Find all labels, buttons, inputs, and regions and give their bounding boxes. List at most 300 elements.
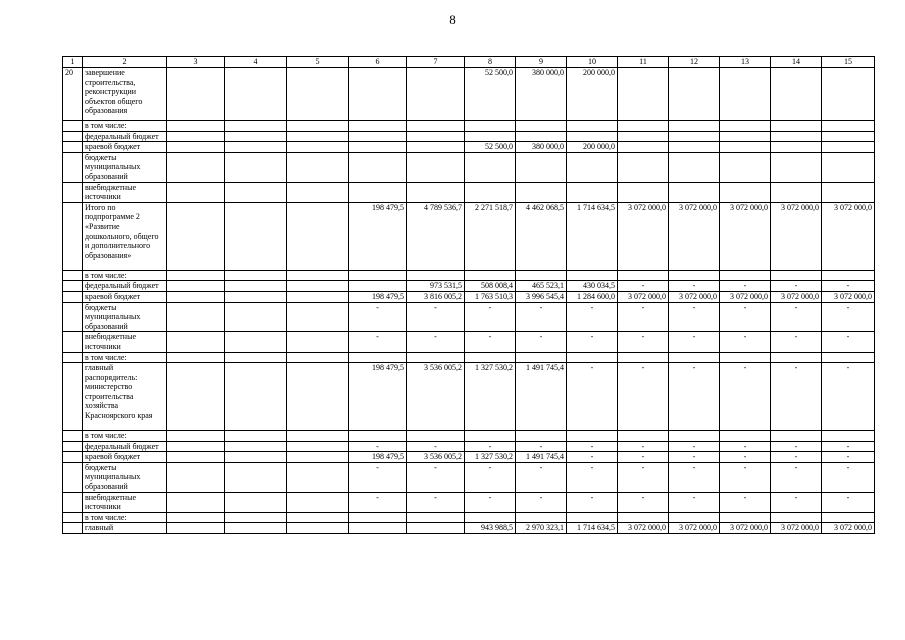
value-cell — [287, 452, 349, 463]
value-cell — [516, 431, 567, 442]
value-cell — [567, 131, 618, 142]
value-cell — [167, 492, 225, 512]
value-cell — [618, 131, 669, 142]
value-cell — [167, 431, 225, 442]
value-cell: - — [771, 281, 822, 292]
value-cell — [287, 281, 349, 292]
value-cell — [287, 182, 349, 202]
value-cell: 943 988,5 — [465, 523, 516, 534]
description-cell: внебюджетные источники — [83, 332, 167, 352]
value-cell — [167, 131, 225, 142]
value-cell: 1 491 745,4 — [516, 363, 567, 431]
value-cell — [771, 352, 822, 363]
value-cell — [287, 291, 349, 302]
value-cell: - — [618, 452, 669, 463]
value-cell: 1 327 530,2 — [465, 452, 516, 463]
value-cell — [669, 431, 720, 442]
value-cell — [287, 363, 349, 431]
value-cell — [618, 68, 669, 121]
row-number-cell — [63, 462, 83, 492]
value-cell: 3 072 000,0 — [618, 202, 669, 270]
value-cell — [287, 270, 349, 281]
table-row — [63, 68, 875, 121]
description-cell: бюджеты муниципальных образований — [83, 462, 167, 492]
value-cell — [618, 152, 669, 182]
value-cell: - — [567, 452, 618, 463]
value-cell — [822, 512, 875, 523]
table-row — [63, 152, 875, 182]
column-header: 11 — [618, 57, 669, 68]
value-cell: - — [822, 332, 875, 352]
value-cell — [669, 182, 720, 202]
value-cell: - — [349, 462, 407, 492]
value-cell — [225, 281, 287, 292]
value-cell: - — [771, 462, 822, 492]
value-cell — [287, 431, 349, 442]
value-cell — [407, 512, 465, 523]
value-cell: 198 479,5 — [349, 452, 407, 463]
value-cell: 3 996 545,4 — [516, 291, 567, 302]
value-cell: - — [669, 462, 720, 492]
value-cell — [167, 352, 225, 363]
value-cell: - — [567, 332, 618, 352]
table-row — [63, 512, 875, 523]
row-number-cell — [63, 441, 83, 452]
value-cell — [349, 431, 407, 442]
value-cell: - — [669, 452, 720, 463]
table-row — [63, 281, 875, 292]
value-cell — [349, 121, 407, 132]
value-cell — [822, 142, 875, 153]
value-cell — [287, 441, 349, 452]
description-cell: краевой бюджет — [83, 291, 167, 302]
value-cell: 4 462 068,5 — [516, 202, 567, 270]
value-cell — [225, 452, 287, 463]
table-row — [63, 291, 875, 302]
value-cell — [167, 270, 225, 281]
table-row — [63, 431, 875, 442]
value-cell — [287, 152, 349, 182]
description-cell: Итого по подпрограмме 2 «Развитие дошкольного, общего и дополнительного образования» — [83, 202, 167, 270]
value-cell: 3 072 000,0 — [822, 291, 875, 302]
value-cell — [225, 68, 287, 121]
value-cell — [567, 270, 618, 281]
description-cell: главный распорядитель: министерство строительства хозяйства Красноярского края — [83, 363, 167, 431]
row-number-cell — [63, 182, 83, 202]
row-number-cell — [63, 523, 83, 534]
value-cell — [669, 68, 720, 121]
value-cell — [407, 68, 465, 121]
value-cell — [771, 512, 822, 523]
value-cell: 4 789 536,7 — [407, 202, 465, 270]
value-cell — [720, 512, 771, 523]
value-cell — [669, 152, 720, 182]
value-cell — [225, 431, 287, 442]
value-cell: - — [618, 441, 669, 452]
value-cell: - — [407, 441, 465, 452]
value-cell: - — [465, 492, 516, 512]
value-cell: - — [516, 441, 567, 452]
table-row — [63, 182, 875, 202]
value-cell — [407, 352, 465, 363]
value-cell — [167, 452, 225, 463]
value-cell: - — [771, 332, 822, 352]
value-cell — [465, 431, 516, 442]
value-cell: - — [669, 281, 720, 292]
value-cell — [669, 270, 720, 281]
row-number-cell — [63, 281, 83, 292]
value-cell — [225, 462, 287, 492]
value-cell: - — [567, 363, 618, 431]
value-cell: - — [822, 452, 875, 463]
table-row — [63, 270, 875, 281]
description-cell: в том числе: — [83, 512, 167, 523]
value-cell: 200 000,0 — [567, 68, 618, 121]
description-cell: краевой бюджет — [83, 142, 167, 153]
value-cell — [567, 182, 618, 202]
row-number-cell — [63, 363, 83, 431]
column-header: 7 — [407, 57, 465, 68]
row-number-cell — [63, 352, 83, 363]
row-number-cell — [63, 302, 83, 332]
row-number-cell: 20 — [63, 68, 83, 121]
value-cell: 508 008,4 — [465, 281, 516, 292]
value-cell: 2 970 323,1 — [516, 523, 567, 534]
description-cell: в том числе: — [83, 121, 167, 132]
value-cell: - — [618, 462, 669, 492]
value-cell: 1 327 530,2 — [465, 363, 516, 431]
value-cell — [465, 512, 516, 523]
value-cell — [669, 121, 720, 132]
value-cell: 3 072 000,0 — [720, 291, 771, 302]
value-cell: - — [720, 332, 771, 352]
value-cell — [771, 270, 822, 281]
value-cell — [167, 291, 225, 302]
value-cell — [287, 352, 349, 363]
value-cell — [720, 182, 771, 202]
table-row — [63, 332, 875, 352]
value-cell — [516, 121, 567, 132]
description-cell: в том числе: — [83, 270, 167, 281]
page-number: 8 — [449, 12, 456, 27]
column-header: 14 — [771, 57, 822, 68]
value-cell — [720, 121, 771, 132]
value-cell — [225, 441, 287, 452]
value-cell — [771, 68, 822, 121]
value-cell: - — [349, 302, 407, 332]
value-cell: 380 000,0 — [516, 142, 567, 153]
value-cell — [349, 142, 407, 153]
value-cell — [287, 523, 349, 534]
value-cell — [167, 512, 225, 523]
value-cell: - — [465, 441, 516, 452]
value-cell — [407, 523, 465, 534]
value-cell: - — [720, 441, 771, 452]
value-cell — [407, 152, 465, 182]
description-cell: в том числе: — [83, 352, 167, 363]
value-cell: - — [720, 462, 771, 492]
value-cell — [771, 121, 822, 132]
value-cell: - — [465, 302, 516, 332]
value-cell — [407, 431, 465, 442]
value-cell: - — [516, 332, 567, 352]
value-cell: - — [720, 363, 771, 431]
row-number-cell — [63, 452, 83, 463]
value-cell: - — [618, 363, 669, 431]
value-cell: 198 479,5 — [349, 291, 407, 302]
value-cell: - — [822, 492, 875, 512]
value-cell — [225, 202, 287, 270]
value-cell: 973 531,5 — [407, 281, 465, 292]
value-cell — [225, 152, 287, 182]
value-cell — [567, 431, 618, 442]
value-cell — [516, 131, 567, 142]
value-cell: 1 714 634,5 — [567, 523, 618, 534]
value-cell — [618, 431, 669, 442]
value-cell — [167, 523, 225, 534]
table-row — [63, 352, 875, 363]
row-number-cell — [63, 332, 83, 352]
value-cell — [167, 121, 225, 132]
value-cell — [822, 270, 875, 281]
value-cell: - — [618, 281, 669, 292]
value-cell — [349, 512, 407, 523]
value-cell: - — [822, 462, 875, 492]
value-cell — [167, 281, 225, 292]
value-cell: 3 072 000,0 — [771, 291, 822, 302]
value-cell — [822, 131, 875, 142]
value-cell — [618, 182, 669, 202]
value-cell — [618, 270, 669, 281]
value-cell — [287, 462, 349, 492]
value-cell: 465 523,1 — [516, 281, 567, 292]
value-cell — [225, 512, 287, 523]
value-cell — [407, 131, 465, 142]
value-cell: - — [669, 492, 720, 512]
value-cell: 52 500,0 — [465, 142, 516, 153]
value-cell — [465, 121, 516, 132]
row-number-cell — [63, 492, 83, 512]
value-cell — [771, 152, 822, 182]
value-cell: - — [407, 302, 465, 332]
row-number-cell — [63, 202, 83, 270]
value-cell: - — [407, 332, 465, 352]
value-cell: 3 072 000,0 — [669, 202, 720, 270]
value-cell — [287, 332, 349, 352]
value-cell: 3 072 000,0 — [720, 202, 771, 270]
value-cell — [720, 270, 771, 281]
value-cell — [407, 270, 465, 281]
value-cell — [349, 270, 407, 281]
value-cell: - — [349, 332, 407, 352]
row-number-cell — [63, 152, 83, 182]
table-row — [63, 523, 875, 534]
value-cell: - — [771, 452, 822, 463]
value-cell — [349, 281, 407, 292]
table-header — [63, 57, 875, 68]
value-cell — [720, 142, 771, 153]
value-cell: 1 491 745,4 — [516, 452, 567, 463]
value-cell — [225, 270, 287, 281]
value-cell — [225, 363, 287, 431]
description-cell: федеральный бюджет — [83, 131, 167, 142]
row-number-cell — [63, 512, 83, 523]
value-cell — [822, 182, 875, 202]
value-cell — [465, 182, 516, 202]
value-cell: - — [567, 462, 618, 492]
value-cell — [720, 68, 771, 121]
value-cell — [225, 182, 287, 202]
value-cell — [167, 68, 225, 121]
value-cell: 200 000,0 — [567, 142, 618, 153]
value-cell: - — [822, 281, 875, 292]
value-cell — [407, 182, 465, 202]
value-cell: - — [516, 462, 567, 492]
value-cell — [567, 512, 618, 523]
column-header: 1 — [63, 57, 83, 68]
value-cell: - — [465, 462, 516, 492]
value-cell — [225, 121, 287, 132]
value-cell — [618, 512, 669, 523]
value-cell — [287, 512, 349, 523]
budget-table — [62, 56, 875, 534]
value-cell — [225, 332, 287, 352]
value-cell: - — [669, 302, 720, 332]
value-cell — [771, 131, 822, 142]
value-cell: - — [618, 332, 669, 352]
description-cell: краевой бюджет — [83, 452, 167, 463]
column-header: 2 — [83, 57, 167, 68]
table-row — [63, 492, 875, 512]
description-cell: завершение строительства, реконструкции объектов общего образования — [83, 68, 167, 121]
value-cell — [822, 352, 875, 363]
value-cell — [516, 352, 567, 363]
value-cell — [567, 152, 618, 182]
value-cell — [822, 121, 875, 132]
value-cell: 3 816 005,2 — [407, 291, 465, 302]
value-cell: 1 284 600,0 — [567, 291, 618, 302]
value-cell — [516, 512, 567, 523]
value-cell: - — [465, 332, 516, 352]
value-cell — [669, 131, 720, 142]
column-header: 3 — [167, 57, 225, 68]
value-cell: - — [567, 441, 618, 452]
value-cell — [720, 152, 771, 182]
value-cell: 3 072 000,0 — [669, 523, 720, 534]
column-header: 9 — [516, 57, 567, 68]
value-cell — [167, 363, 225, 431]
table-row — [63, 202, 875, 270]
value-cell: - — [822, 302, 875, 332]
value-cell — [349, 182, 407, 202]
value-cell: - — [771, 302, 822, 332]
value-cell — [669, 142, 720, 153]
table-row — [63, 462, 875, 492]
value-cell: 3 072 000,0 — [720, 523, 771, 534]
value-cell — [465, 270, 516, 281]
value-cell — [167, 202, 225, 270]
table-row — [63, 363, 875, 431]
value-cell — [822, 68, 875, 121]
value-cell — [349, 152, 407, 182]
value-cell: - — [771, 492, 822, 512]
column-header: 15 — [822, 57, 875, 68]
value-cell — [465, 152, 516, 182]
value-cell: 52 500,0 — [465, 68, 516, 121]
value-cell — [516, 152, 567, 182]
description-cell: федеральный бюджет — [83, 441, 167, 452]
row-number-cell — [63, 131, 83, 142]
value-cell: - — [720, 452, 771, 463]
value-cell — [618, 352, 669, 363]
value-cell: 3 072 000,0 — [618, 523, 669, 534]
row-number-cell — [63, 142, 83, 153]
value-cell — [771, 142, 822, 153]
value-cell — [465, 352, 516, 363]
row-number-cell — [63, 270, 83, 281]
value-cell: 1 714 634,5 — [567, 202, 618, 270]
value-cell — [225, 523, 287, 534]
column-header: 8 — [465, 57, 516, 68]
value-cell — [349, 131, 407, 142]
row-number-cell — [63, 291, 83, 302]
row-number-cell — [63, 121, 83, 132]
value-cell — [167, 142, 225, 153]
value-cell: 3 072 000,0 — [822, 523, 875, 534]
description-cell: внебюджетные источники — [83, 182, 167, 202]
value-cell: - — [720, 302, 771, 332]
value-cell — [287, 121, 349, 132]
value-cell — [167, 441, 225, 452]
value-cell — [287, 68, 349, 121]
value-cell: - — [822, 441, 875, 452]
value-cell — [822, 152, 875, 182]
value-cell: - — [567, 492, 618, 512]
value-cell: - — [669, 363, 720, 431]
value-cell: 1 763 510,3 — [465, 291, 516, 302]
value-cell — [167, 152, 225, 182]
value-cell: 2 271 518,7 — [465, 202, 516, 270]
table-row — [63, 302, 875, 332]
value-cell: - — [407, 492, 465, 512]
value-cell: - — [349, 441, 407, 452]
value-cell: - — [516, 302, 567, 332]
value-cell: 3 072 000,0 — [771, 202, 822, 270]
table-row — [63, 452, 875, 463]
description-cell: внебюджетные источники — [83, 492, 167, 512]
table-row — [63, 142, 875, 153]
value-cell — [618, 121, 669, 132]
value-cell — [349, 523, 407, 534]
value-cell — [167, 182, 225, 202]
value-cell — [720, 131, 771, 142]
value-cell — [349, 68, 407, 121]
value-cell: 430 034,5 — [567, 281, 618, 292]
value-cell — [349, 352, 407, 363]
value-cell — [225, 142, 287, 153]
value-cell: - — [822, 363, 875, 431]
value-cell: 198 479,5 — [349, 363, 407, 431]
value-cell: - — [516, 492, 567, 512]
value-cell: - — [567, 302, 618, 332]
description-cell: в том числе: — [83, 431, 167, 442]
value-cell — [167, 302, 225, 332]
column-header: 5 — [287, 57, 349, 68]
row-number-cell — [63, 431, 83, 442]
table-row — [63, 121, 875, 132]
value-cell — [287, 202, 349, 270]
value-cell — [618, 142, 669, 153]
